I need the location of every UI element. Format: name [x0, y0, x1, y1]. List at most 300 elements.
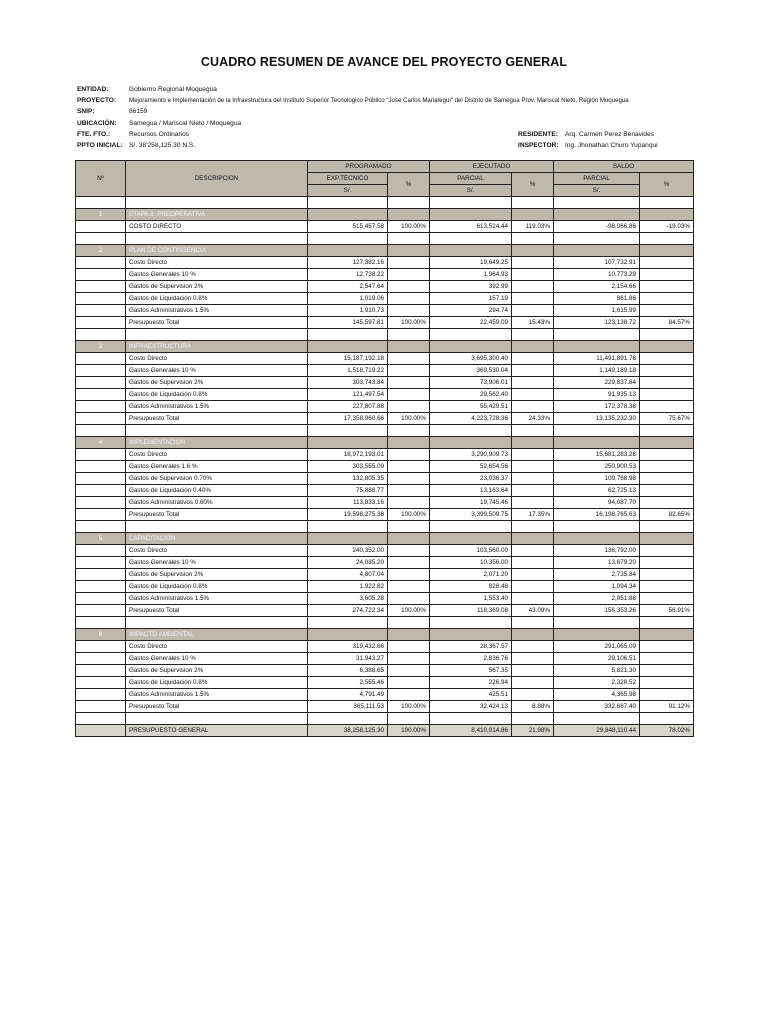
empty-cell: [554, 197, 640, 209]
fte-value: Recursos Ordinarios: [129, 131, 190, 138]
empty-cell: [126, 329, 308, 341]
empty-cell: [554, 341, 640, 353]
saldo-pct: [640, 497, 694, 509]
empty-cell: [76, 497, 126, 509]
ejecutado-value: 828.48: [430, 581, 512, 593]
empty-cell: [388, 629, 430, 641]
row-description: Costo Directo: [126, 353, 308, 365]
row-description: Gastos de Supervision 2%: [126, 569, 308, 581]
ejecutado-pct: [512, 473, 554, 485]
empty-cell: [76, 569, 126, 581]
col-header-pct-saldo: %: [640, 173, 694, 197]
empty-cell: [388, 341, 430, 353]
programado-pct: [388, 257, 430, 269]
empty-cell: [554, 245, 640, 257]
programado-value: 303,555.09: [308, 461, 388, 473]
summary-table-body: [76, 161, 694, 737]
ejecutado-value: 52,654.56: [430, 461, 512, 473]
programado-pct: [388, 545, 430, 557]
ejecutado-pct: [512, 485, 554, 497]
ejecutado-pct: [512, 401, 554, 413]
empty-cell: [640, 329, 694, 341]
empty-cell: [640, 197, 694, 209]
ejecutado-pct: [512, 449, 554, 461]
empty-cell: [388, 437, 430, 449]
ejecutado-pct: [512, 305, 554, 317]
col-header-parcial-saldo: PARCIAL: [554, 173, 640, 185]
general-ejecutado-value: 8,410,014.86: [430, 725, 512, 737]
inspector-value: Ing. Jhonathan Churo Yupanqui: [565, 142, 658, 149]
programado-pct: [388, 281, 430, 293]
general-saldo-pct: 78.02%: [640, 725, 694, 737]
ejecutado-pct: [512, 365, 554, 377]
ejecutado-value: 32,424.13: [430, 701, 512, 713]
empty-cell: [512, 209, 554, 221]
table-row: [76, 365, 694, 377]
empty-cell: [76, 293, 126, 305]
col-header-descripcion: DESCRIPCION: [126, 161, 308, 197]
empty-cell: [308, 713, 388, 725]
programado-value: 515,457.58: [308, 221, 388, 233]
empty-cell: [640, 209, 694, 221]
row-description: Gastos de Liquidación 0.8%: [126, 677, 308, 689]
ejecutado-pct: [512, 353, 554, 365]
row-description: Gastos de Liquidación 0.8%: [126, 389, 308, 401]
ejecutado-pct: 8.88%: [512, 701, 554, 713]
empty-cell: [512, 521, 554, 533]
empty-cell: [554, 425, 640, 437]
programado-pct: [388, 353, 430, 365]
saldo-value: 13,135,232.30: [554, 413, 640, 425]
programado-value: 4,791.49: [308, 689, 388, 701]
empty-cell: [388, 521, 430, 533]
spacer-row: [76, 521, 694, 533]
saldo-pct: [640, 677, 694, 689]
empty-cell: [76, 401, 126, 413]
saldo-value: 2,154.66: [554, 281, 640, 293]
row-description: Costo Directo: [126, 449, 308, 461]
ejecutado-pct: [512, 665, 554, 677]
empty-cell: [554, 629, 640, 641]
empty-cell: [640, 341, 694, 353]
ejecutado-pct: [512, 389, 554, 401]
ejecutado-value: 157.19: [430, 293, 512, 305]
empty-cell: [76, 257, 126, 269]
col-header-ejecutado: EJECUTADO: [430, 161, 554, 173]
empty-cell: [76, 677, 126, 689]
general-programado-value: 38,258,125.30: [308, 725, 388, 737]
empty-cell: [308, 629, 388, 641]
empty-cell: [512, 341, 554, 353]
saldo-value: 1,149,189.18: [554, 365, 640, 377]
programado-value: 15,187,192.18: [308, 353, 388, 365]
ubicacion-value: Samegua / Mariscal Nieto / Moquegua: [129, 120, 242, 127]
saldo-pct: [640, 305, 694, 317]
empty-cell: [430, 521, 512, 533]
ejecutado-pct: [512, 269, 554, 281]
programado-pct: [388, 293, 430, 305]
empty-cell: [388, 233, 430, 245]
empty-cell: [388, 245, 430, 257]
empty-cell: [554, 209, 640, 221]
saldo-value: 250,900.53: [554, 461, 640, 473]
row-description: Presupuesto Total: [126, 509, 308, 521]
saldo-pct: 91.12%: [640, 701, 694, 713]
table-row: [76, 605, 694, 617]
section-title: PLAN DE CONTINGENCIA: [126, 245, 308, 257]
empty-cell: [76, 617, 126, 629]
saldo-pct: [640, 569, 694, 581]
section-row: [76, 533, 694, 545]
ejecutado-pct: [512, 653, 554, 665]
saldo-value: 2,328.52: [554, 677, 640, 689]
programado-value: 24,035.20: [308, 557, 388, 569]
ejecutado-value: 294.74: [430, 305, 512, 317]
empty-cell: [430, 617, 512, 629]
empty-cell: [76, 305, 126, 317]
empty-cell: [76, 509, 126, 521]
ejecutado-pct: [512, 581, 554, 593]
programado-value: 17,358,960.66: [308, 413, 388, 425]
empty-cell: [512, 617, 554, 629]
empty-cell: [76, 521, 126, 533]
ejecutado-pct: [512, 497, 554, 509]
empty-cell: [76, 353, 126, 365]
empty-cell: [388, 617, 430, 629]
ejecutado-value: 3,695,300.40: [430, 353, 512, 365]
saldo-value: 291,065.09: [554, 641, 640, 653]
saldo-value: 2,735.84: [554, 569, 640, 581]
programado-pct: 100.00%: [388, 605, 430, 617]
residente-value: Arq. Carmen Perez Benavides: [565, 131, 655, 138]
empty-cell: [554, 521, 640, 533]
col-header-pct-ejecutado: %: [512, 173, 554, 197]
empty-cell: [512, 233, 554, 245]
empty-cell: [76, 329, 126, 341]
empty-cell: [512, 713, 554, 725]
empty-cell: [512, 245, 554, 257]
empty-cell: [430, 425, 512, 437]
programado-pct: [388, 389, 430, 401]
row-description: COSTO DIRECTO: [126, 221, 308, 233]
empty-cell: [512, 329, 554, 341]
programado-value: 127,382.16: [308, 257, 388, 269]
general-saldo-value: 29,848,110.44: [554, 725, 640, 737]
empty-cell: [126, 233, 308, 245]
table-row: [76, 545, 694, 557]
saldo-pct: [640, 257, 694, 269]
empty-cell: [126, 713, 308, 725]
spacer-row: [76, 617, 694, 629]
programado-value: 303,743.84: [308, 377, 388, 389]
saldo-pct: [640, 653, 694, 665]
saldo-pct: [640, 269, 694, 281]
programado-value: 12,738.22: [308, 269, 388, 281]
section-title: ETAPA II: PREOPERATIVA: [126, 209, 308, 221]
empty-cell: [76, 377, 126, 389]
programado-pct: [388, 473, 430, 485]
programado-pct: [388, 557, 430, 569]
programado-value: 132,805.35: [308, 473, 388, 485]
programado-pct: [388, 665, 430, 677]
empty-cell: [308, 521, 388, 533]
empty-cell: [126, 197, 308, 209]
programado-pct: 100.00%: [388, 317, 430, 329]
empty-cell: [554, 329, 640, 341]
general-programado-pct: 100.00%: [388, 725, 430, 737]
empty-cell: [388, 425, 430, 437]
empty-cell: [76, 581, 126, 593]
table-row: [76, 413, 694, 425]
programado-pct: 100.00%: [388, 509, 430, 521]
col-header-no: Nº: [76, 161, 126, 197]
saldo-value: 861.86: [554, 293, 640, 305]
empty-cell: [126, 521, 308, 533]
col-header-currency: S/.: [430, 185, 512, 197]
saldo-value: 10,773.29: [554, 269, 640, 281]
empty-cell: [76, 425, 126, 437]
ejecutado-value: 19,649.25: [430, 257, 512, 269]
empty-cell: [308, 209, 388, 221]
col-header-currency: S/.: [308, 185, 388, 197]
saldo-value: 15,681,283.28: [554, 449, 640, 461]
row-description: Gastos de Supervision 2%: [126, 281, 308, 293]
table-row: [76, 485, 694, 497]
empty-cell: [554, 713, 640, 725]
ejecutado-value: 73,906.01: [430, 377, 512, 389]
snip-value: 86159: [129, 108, 148, 115]
page-title: CUADRO RESUMEN DE AVANCE DEL PROYECTO GENERAL: [200, 55, 568, 69]
ejecutado-pct: [512, 461, 554, 473]
empty-cell: [430, 713, 512, 725]
empty-cell: [76, 281, 126, 293]
table-row: [76, 569, 694, 581]
row-description: Gastos Generales 10 %: [126, 269, 308, 281]
row-description: Gastos de Supervision 2%: [126, 377, 308, 389]
ubicacion-label: UBICACIÓN:: [77, 120, 117, 127]
ejecutado-pct: 119.03%: [512, 221, 554, 233]
empty-cell: [308, 245, 388, 257]
programado-value: 18,972,193.01: [308, 449, 388, 461]
spacer-row: [76, 329, 694, 341]
empty-cell: [640, 245, 694, 257]
saldo-pct: [640, 593, 694, 605]
row-description: Presupuesto Total: [126, 317, 308, 329]
empty-cell: [554, 533, 640, 545]
ejecutado-pct: [512, 557, 554, 569]
empty-cell: [76, 641, 126, 653]
saldo-value: 229,837.84: [554, 377, 640, 389]
programado-pct: 100.00%: [388, 413, 430, 425]
empty-cell: [430, 629, 512, 641]
saldo-pct: [640, 581, 694, 593]
saldo-pct: [640, 377, 694, 389]
empty-cell: [640, 629, 694, 641]
spacer-row: [76, 233, 694, 245]
ejecutado-value: 3,290,909.73: [430, 449, 512, 461]
table-row: [76, 581, 694, 593]
empty-cell: [76, 197, 126, 209]
saldo-value: 1,615.99: [554, 305, 640, 317]
saldo-pct: [640, 689, 694, 701]
fte-label: FTE. FTO.:: [77, 131, 111, 138]
empty-cell: [640, 521, 694, 533]
ejecutado-value: 425.51: [430, 689, 512, 701]
col-header-pct-programado: %: [388, 173, 430, 197]
empty-cell: [76, 605, 126, 617]
row-description: Gastos Generales 10 %: [126, 653, 308, 665]
ejecutado-value: 103,560.00: [430, 545, 512, 557]
saldo-value: 109,768.98: [554, 473, 640, 485]
row-description: Presupuesto Total: [126, 413, 308, 425]
table-row: [76, 389, 694, 401]
ejecutado-pct: [512, 377, 554, 389]
saldo-value: 136,792.00: [554, 545, 640, 557]
section-number: 5: [76, 533, 126, 545]
saldo-pct: [640, 365, 694, 377]
empty-cell: [76, 545, 126, 557]
col-header-currency: S/.: [554, 185, 640, 197]
row-description: Gastos de Liquidación 0.40%: [126, 485, 308, 497]
inspector-label: INSPECTOR:: [518, 142, 559, 149]
empty-cell: [76, 221, 126, 233]
empty-cell: [640, 437, 694, 449]
empty-cell: [430, 209, 512, 221]
table-row: [76, 557, 694, 569]
saldo-value: 13,679.20: [554, 557, 640, 569]
saldo-value: 29,106.51: [554, 653, 640, 665]
empty-cell: [76, 713, 126, 725]
programado-pct: [388, 377, 430, 389]
saldo-pct: [640, 293, 694, 305]
ejecutado-value: 55,429.51: [430, 401, 512, 413]
ejecutado-value: 613,524.44: [430, 221, 512, 233]
empty-cell: [512, 437, 554, 449]
row-description: Gastos de Supervision 0.70%: [126, 473, 308, 485]
table-row: [76, 353, 694, 365]
programado-pct: [388, 269, 430, 281]
empty-cell: [76, 461, 126, 473]
saldo-pct: [640, 449, 694, 461]
ejecutado-pct: [512, 569, 554, 581]
ejecutado-value: 2,836.76: [430, 653, 512, 665]
empty-cell: [512, 197, 554, 209]
table-row: [76, 473, 694, 485]
proyecto-value: Mejoramiento e Implementación de la Infraestructura del Instituto Superior Tecnologico Público "Jose Carlos Mariategui" del Distrito de Samegua Prov. Mariscal Nieto, Región Moquegua: [129, 97, 629, 104]
section-title: INFRAESTRUCTURA: [126, 341, 308, 353]
empty-cell: [76, 593, 126, 605]
saldo-value: 94,087.70: [554, 497, 640, 509]
col-header-exp-tecnico: EXP.TECNICO: [308, 173, 388, 185]
programado-value: 121,497.54: [308, 389, 388, 401]
programado-value: 240,352.00: [308, 545, 388, 557]
saldo-value: 172,378.38: [554, 401, 640, 413]
section-title: IMPLEMENTACION: [126, 437, 308, 449]
section-number: 4: [76, 437, 126, 449]
ejecutado-pct: [512, 545, 554, 557]
programado-value: 319,432.66: [308, 641, 388, 653]
ejecutado-pct: [512, 641, 554, 653]
programado-value: 1,019.06: [308, 293, 388, 305]
row-description: Gastos Administrativos 1.5%: [126, 689, 308, 701]
empty-cell: [76, 413, 126, 425]
row-description: Costo Directo: [126, 545, 308, 557]
saldo-pct: [640, 353, 694, 365]
table-row: [76, 377, 694, 389]
ejecutado-value: 29,562.40: [430, 389, 512, 401]
empty-cell: [430, 245, 512, 257]
saldo-pct: 75.67%: [640, 413, 694, 425]
empty-cell: [640, 713, 694, 725]
saldo-pct: [640, 401, 694, 413]
saldo-value: 107,732.91: [554, 257, 640, 269]
row-description: Gastos Generales 1.6 %: [126, 461, 308, 473]
col-header-programado: PROGRAMADO: [308, 161, 430, 173]
ejecutado-pct: [512, 677, 554, 689]
programado-pct: [388, 593, 430, 605]
ejecutado-pct: [512, 257, 554, 269]
table-row: [76, 221, 694, 233]
empty-cell: [76, 701, 126, 713]
empty-cell: [76, 485, 126, 497]
ejecutado-pct: 17.35%: [512, 509, 554, 521]
saldo-value: 4,365.98: [554, 689, 640, 701]
saldo-value: 62,725.13: [554, 485, 640, 497]
empty-cell: [76, 473, 126, 485]
section-number: 6: [76, 629, 126, 641]
section-row: [76, 209, 694, 221]
empty-cell: [388, 533, 430, 545]
programado-value: 1,518,719.22: [308, 365, 388, 377]
programado-value: 31,943.27: [308, 653, 388, 665]
programado-pct: [388, 365, 430, 377]
ejecutado-value: 1,553.40: [430, 593, 512, 605]
saldo-pct: 82.65%: [640, 509, 694, 521]
empty-cell: [308, 617, 388, 629]
ejecutado-value: 226.94: [430, 677, 512, 689]
saldo-value: 156,353.26: [554, 605, 640, 617]
empty-cell: [388, 713, 430, 725]
col-header-parcial-ejecutado: PARCIAL: [430, 173, 512, 185]
table-row: [76, 461, 694, 473]
ejecutado-value: 4,223,728.36: [430, 413, 512, 425]
programado-value: 227,807.88: [308, 401, 388, 413]
table-row: [76, 401, 694, 413]
ejecutado-value: 118,369.08: [430, 605, 512, 617]
table-row: [76, 665, 694, 677]
empty-cell: [554, 437, 640, 449]
ejecutado-value: 13,163.64: [430, 485, 512, 497]
empty-cell: [554, 233, 640, 245]
programado-value: 365,111.53: [308, 701, 388, 713]
row-description: Costo Directo: [126, 641, 308, 653]
programado-value: 19,598,275.38: [308, 509, 388, 521]
empty-cell: [76, 689, 126, 701]
programado-value: 1,910.73: [308, 305, 388, 317]
ppto-label: PPTO INICIAL:: [77, 142, 123, 149]
empty-cell: [76, 557, 126, 569]
programado-pct: [388, 569, 430, 581]
empty-cell: [76, 269, 126, 281]
programado-value: 6,388.65: [308, 665, 388, 677]
header-row: [76, 161, 694, 173]
general-description: PRESUPUESTO GENERAL: [126, 725, 308, 737]
table-row: [76, 293, 694, 305]
programado-pct: [388, 689, 430, 701]
programado-pct: 100.00%: [388, 221, 430, 233]
table-row: [76, 269, 694, 281]
empty-cell: [388, 209, 430, 221]
